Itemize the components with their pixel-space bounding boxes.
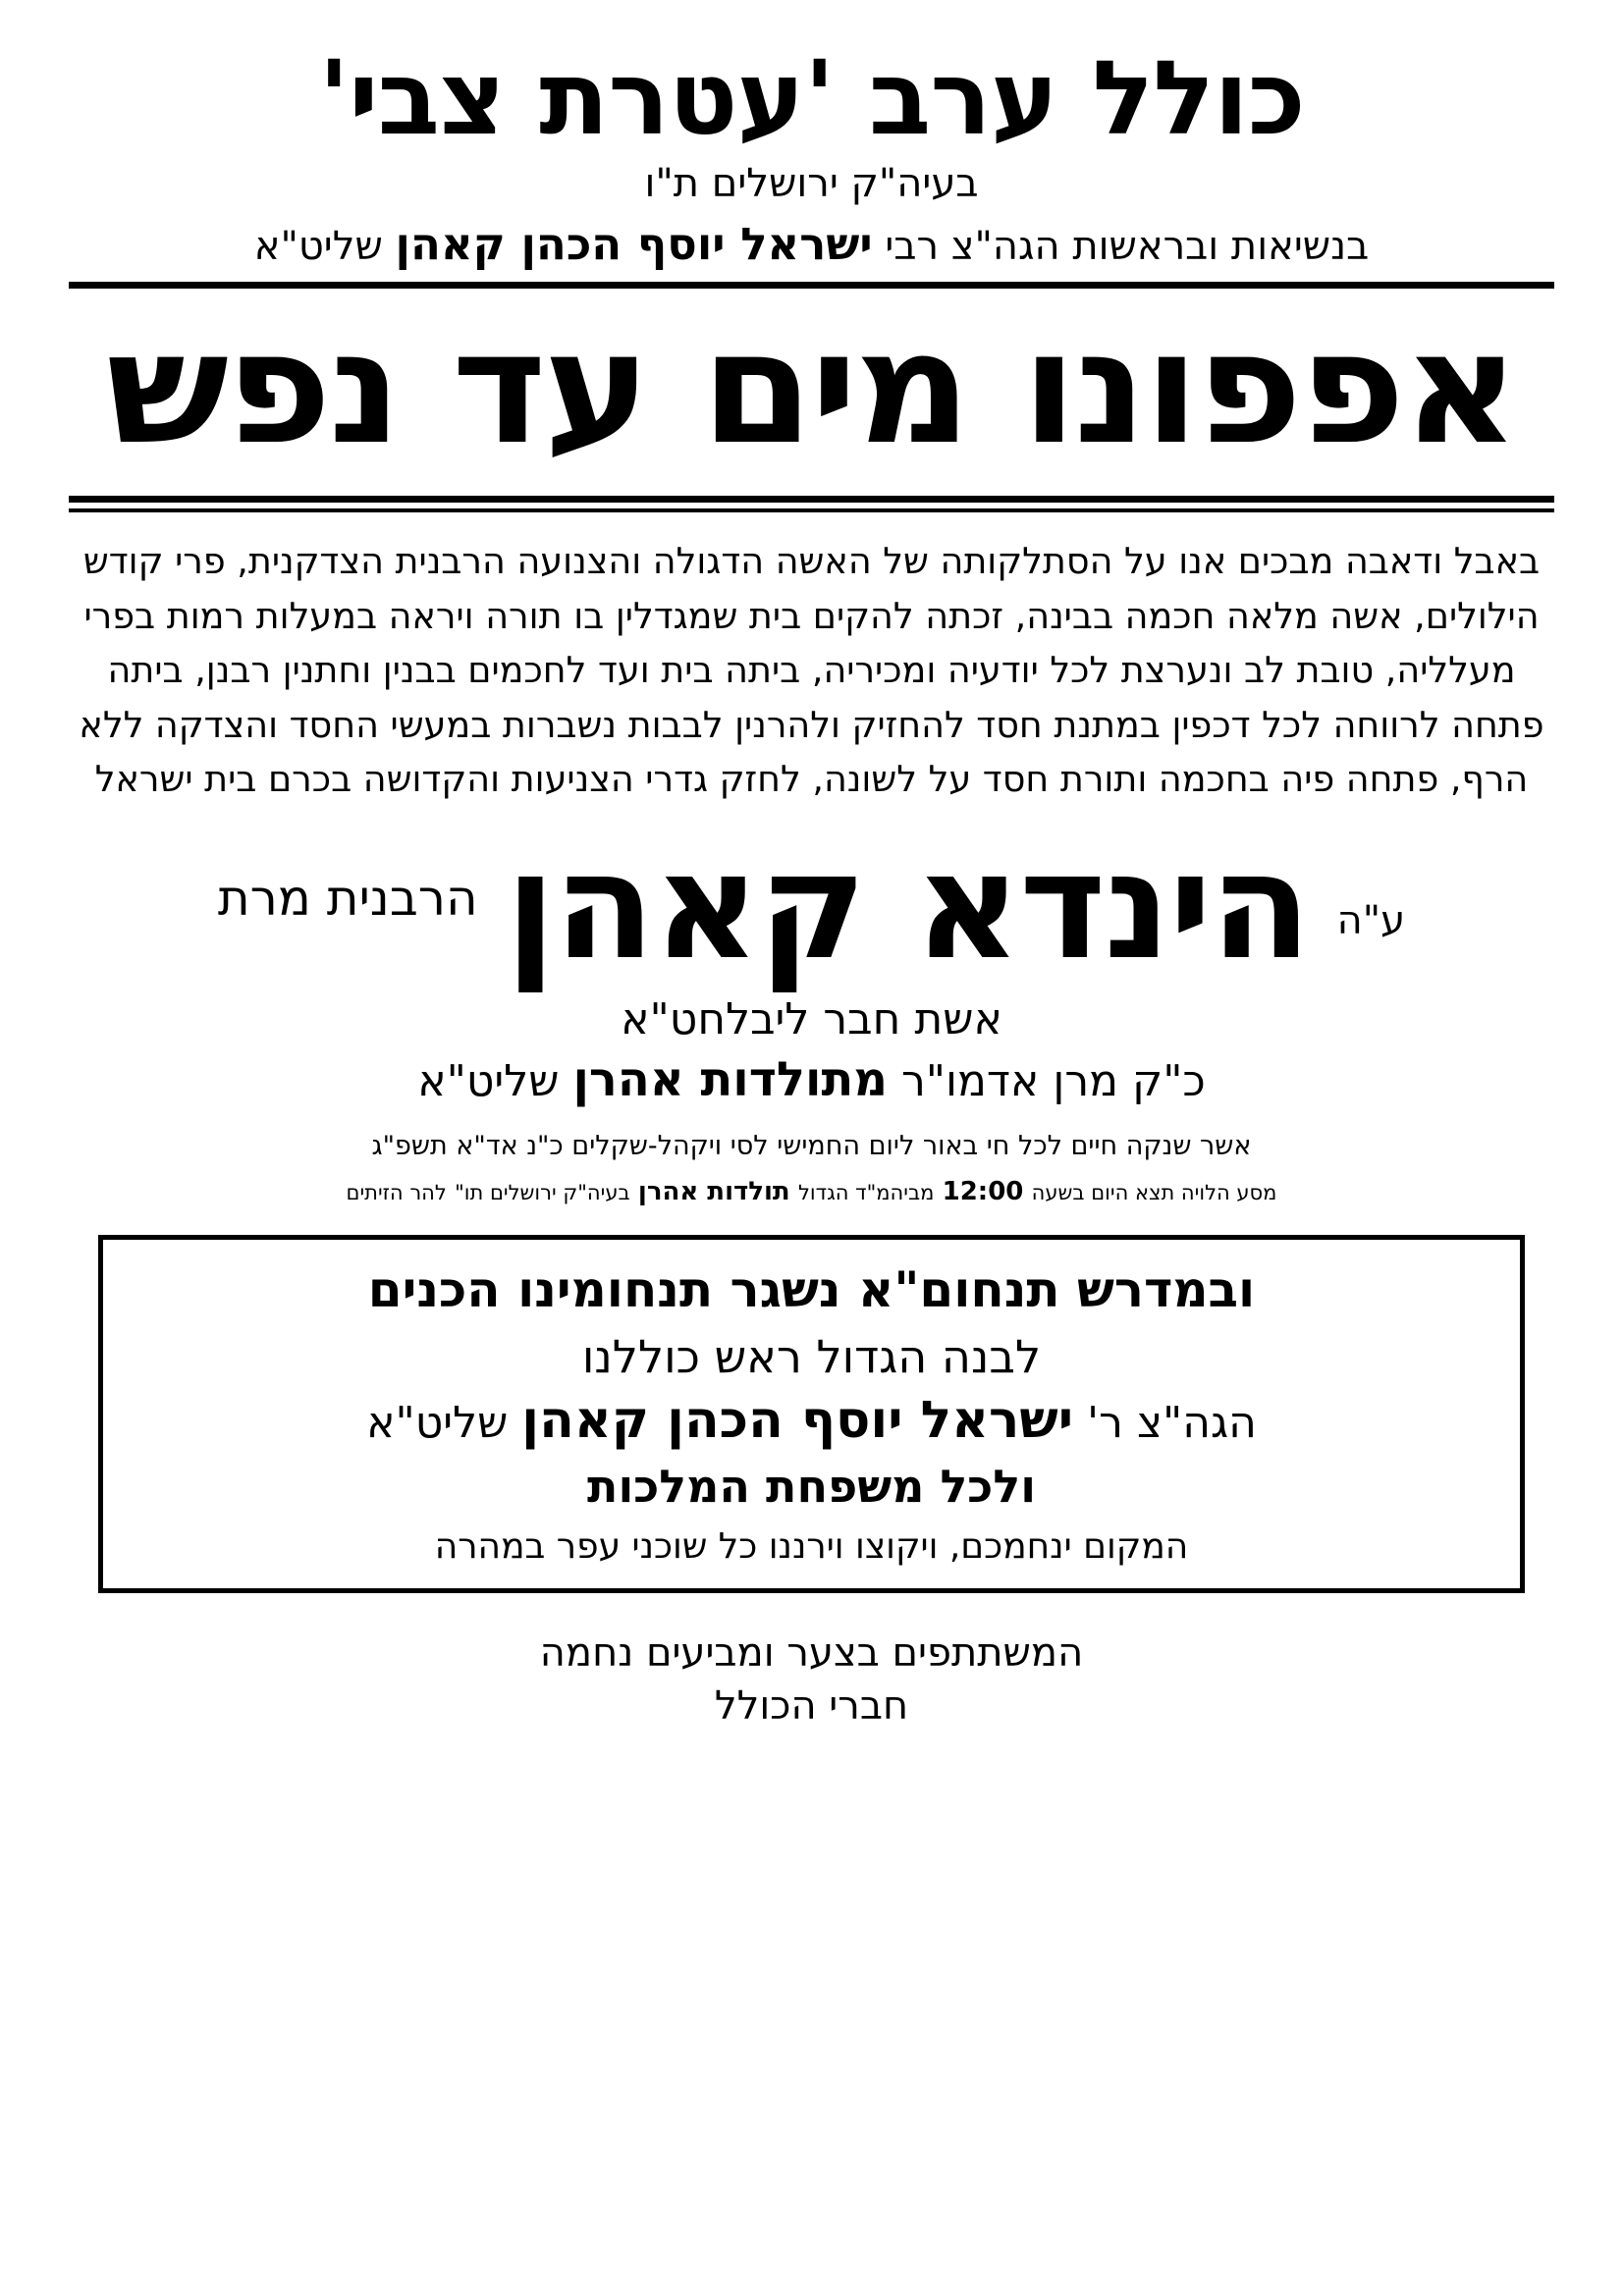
levaya-time: 12:00 xyxy=(942,1176,1024,1206)
deceased-name-row xyxy=(69,821,1554,992)
kollel-location: בעיה"ק ירושלים ת"ו xyxy=(644,161,979,207)
condolence-line-2: לבנה הגדול ראש כוללנו xyxy=(581,1330,1042,1384)
levaya-details xyxy=(69,1175,1554,1209)
petirah-details: אשר שנקה חיים לכל חי באור ליום החמישי לסי ויקהל-שקלים כ"נ אד"א תשפ"ג xyxy=(371,1131,1252,1162)
divider-top xyxy=(69,282,1554,289)
relation-line-1: אשת חבר ליבלחט"א xyxy=(621,994,1002,1045)
signature-line-2: חברי הכולל xyxy=(714,1683,909,1730)
leadership-name: ישראל יוסף הכהן קאהן xyxy=(395,218,873,271)
relation-line-2 xyxy=(69,1052,1554,1107)
divider-below-banner xyxy=(69,496,1554,503)
deceased-name-suffix: ע"ה xyxy=(1336,898,1406,944)
relation-line-2-name: מתולדות אהרן xyxy=(572,1052,888,1108)
relation-line-2-suffix: שליט"א xyxy=(417,1056,560,1107)
levaya-mid: מביהמ"ד הגדול xyxy=(797,1180,935,1204)
deceased-name-prefix: הרבנית מרת xyxy=(217,869,478,927)
condolence-line-3-name: ישראל יוסף הכהן קאהן xyxy=(521,1391,1074,1451)
leadership-prefix: בנשיאות ובראשות הגה"צ רבי xyxy=(885,224,1370,270)
signature-line-1: המשתתפים בצער ומביעים נחמה xyxy=(539,1630,1084,1677)
condolence-line-4: ולכל משפחת המלכות xyxy=(587,1460,1036,1514)
leadership-suffix: שליט"א xyxy=(253,224,383,270)
condolence-line-3 xyxy=(121,1391,1502,1450)
eulogy-paragraph: באבל ודאבה מבכים אנו על הסתלקותה של האשה הדגולה והצנועה הרבנית הצדקנית, פרי קודש הילולים, אשה מלאה חכמה בבינה, זכתה להקים בית שמגדלין בו תורה ויראה במעלות רמות בפרי מעלליה, טובת לב ונערצת לכל יודעיה ומכיריה, ביתה בית ועד לחכמים בבנין וחתנין רבנן, ביתה פתחה לרווחה לכל דכפין במתנת חסד להחזיק ולהרנין לבבות נשברות במעשי החסד והצדקה ללא הרף, פתחה פיה בחכמה ותורת חסד על לשונה, לחזק גדרי הצניעות והקדושה בכרם בית ישראל xyxy=(79,540,1544,801)
signature-block xyxy=(69,1627,1554,1733)
leadership-line xyxy=(69,217,1554,272)
divider-below-banner-thin xyxy=(69,508,1554,512)
condolence-line-5: המקום ינחמכם, ויקוצו וירננו כל שוכני עפר במהרה xyxy=(434,1526,1189,1568)
relation-line-2-prefix: כ"ק מרן אדמו"ר xyxy=(900,1056,1206,1107)
condolence-box xyxy=(98,1235,1525,1594)
headline-banner: אפפונו מים עד נפש xyxy=(106,298,1517,480)
condolence-line-3-suffix: שליט"א xyxy=(366,1398,509,1449)
levaya-prefix: מסע הלויה תצא היום בשעה xyxy=(1031,1180,1277,1204)
condolence-line-1: ובמדרש תנחום"א נשגר תנחומינו הכנים xyxy=(367,1260,1256,1318)
levaya-end: להר הזיתים xyxy=(346,1180,447,1204)
deceased-name: הינדא קאהן xyxy=(505,821,1310,992)
condolence-line-3-prefix: הגה"צ ר' xyxy=(1087,1398,1257,1449)
levaya-place: תולדות אהרן xyxy=(637,1176,790,1206)
kollel-title: כולל ערב 'עטרת צבי' xyxy=(318,38,1305,158)
levaya-city: בעיה"ק ירושלים תו" xyxy=(455,1180,630,1204)
